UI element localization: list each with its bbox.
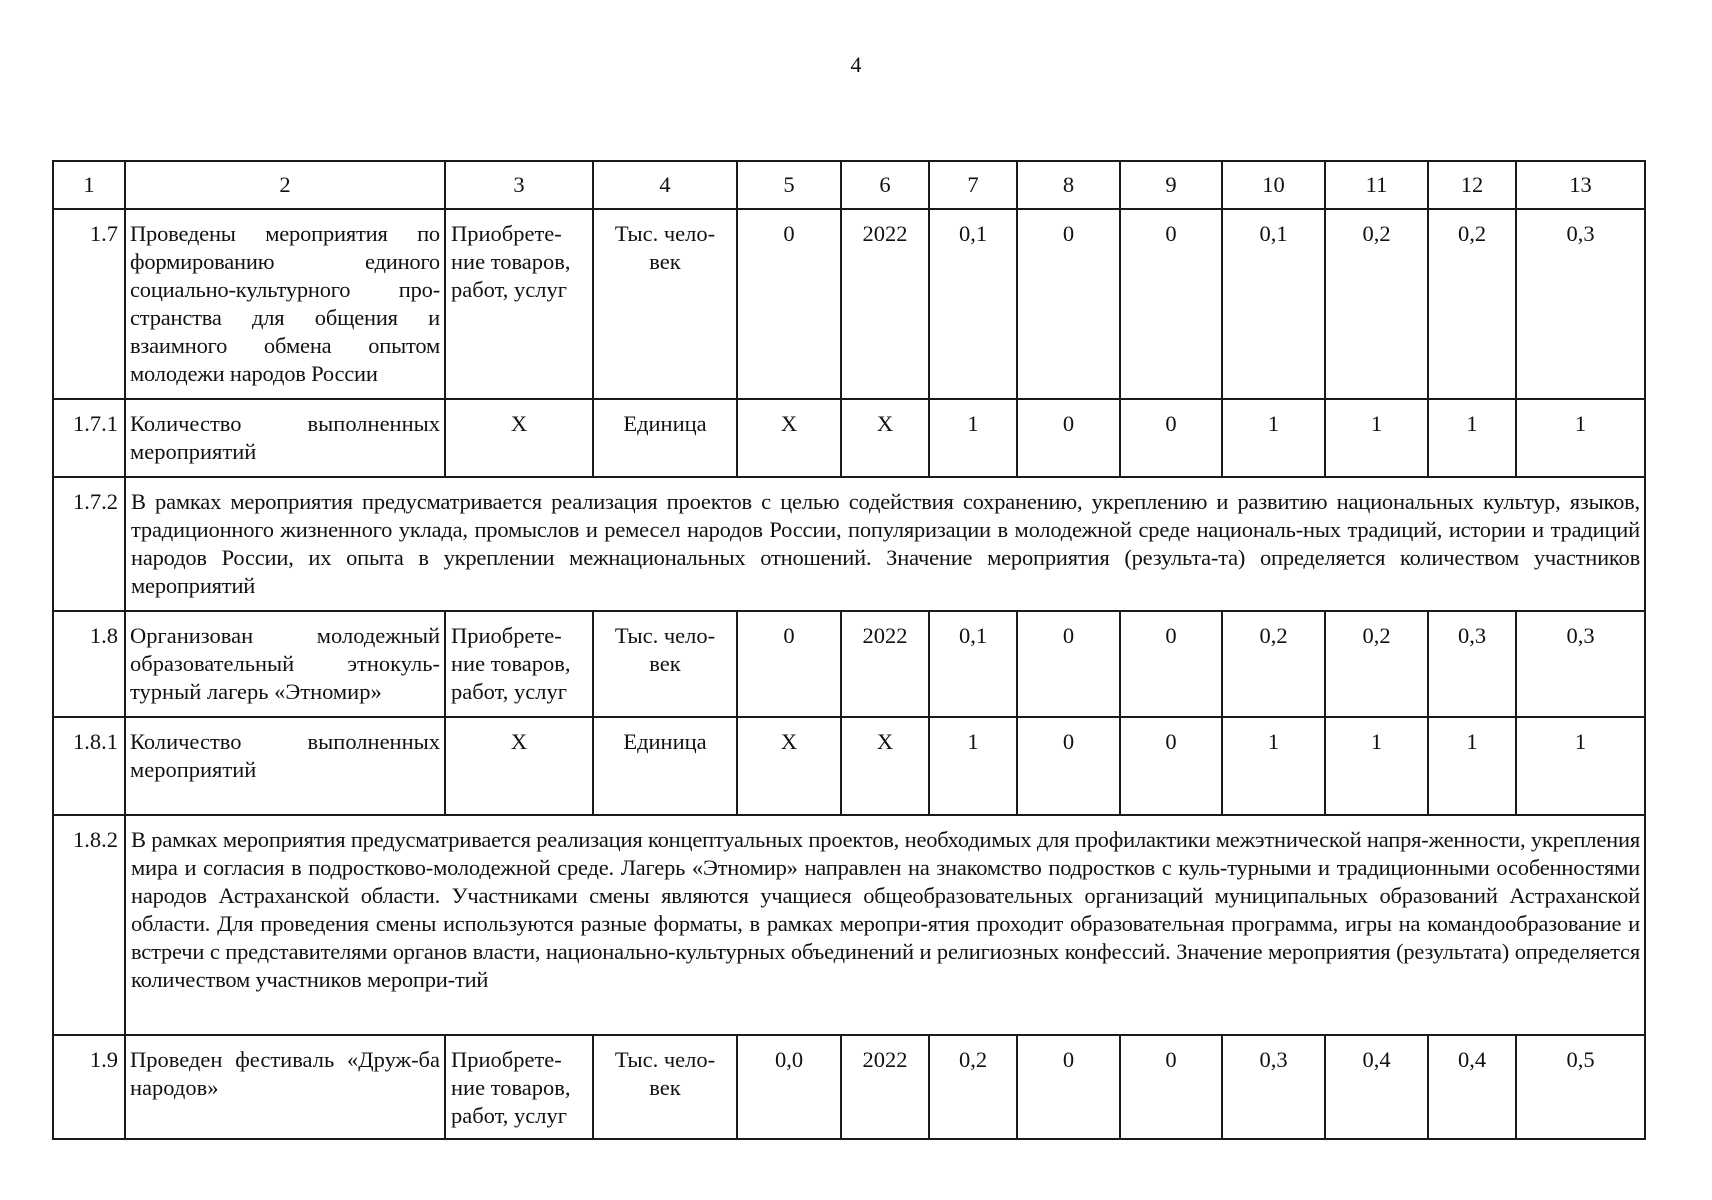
row-number: 1.7 (53, 209, 125, 399)
header-cell: 9 (1120, 161, 1222, 209)
row-base-value: 0 (737, 611, 841, 717)
row-type: Приобрете-ние товаров, работ, услуг (445, 1035, 593, 1139)
row-value-7: 0,1 (929, 209, 1017, 399)
table-row-1-9 (53, 1035, 1645, 1139)
row-description: В рамках мероприятия предусматривается реализация проектов с целью содействия сохранению, укреплению и развитию национальных культур, языков, традиционного жизненного уклада, промыслов и ремесел народов России, популяризации в молодежной среде националь-ных традиций, истории и традиций народов России, их опыта в укреплении межнациональных отношений. Значение мероприятия (результа-та) определяется количеством участников мероприятий (125, 477, 1645, 611)
header-cell: 11 (1325, 161, 1428, 209)
row-value-12: 0,3 (1428, 611, 1516, 717)
table-row-1-7 (53, 209, 1645, 399)
row-base-year: 2022 (841, 1035, 929, 1139)
row-value-13: 0,3 (1516, 209, 1645, 399)
row-unit: Тыс. чело-век (593, 209, 737, 399)
row-value-13: 1 (1516, 399, 1645, 477)
row-value-8: 0 (1017, 399, 1120, 477)
row-base-year: 2022 (841, 209, 929, 399)
row-base-value: X (737, 717, 841, 815)
row-base-value: 0,0 (737, 1035, 841, 1139)
row-value-12: 0,4 (1428, 1035, 1516, 1139)
header-cell: 7 (929, 161, 1017, 209)
row-number: 1.8.2 (53, 815, 125, 1035)
row-type: X (445, 717, 593, 815)
header-cell: 10 (1222, 161, 1325, 209)
row-value-8: 0 (1017, 717, 1120, 815)
row-value-7: 1 (929, 399, 1017, 477)
table-row-1-7-2 (53, 477, 1645, 611)
header-cell: 12 (1428, 161, 1516, 209)
row-value-9: 0 (1120, 717, 1222, 815)
row-number: 1.9 (53, 1035, 125, 1139)
row-base-value: 0 (737, 209, 841, 399)
header-cell: 3 (445, 161, 593, 209)
row-value-12: 1 (1428, 717, 1516, 815)
row-base-year: X (841, 399, 929, 477)
table-row-1-7-1 (53, 399, 1645, 477)
table-row-1-8-2 (53, 815, 1645, 1035)
row-value-10: 1 (1222, 399, 1325, 477)
row-value-9: 0 (1120, 1035, 1222, 1139)
row-unit: Единица (593, 717, 737, 815)
row-value-12: 0,2 (1428, 209, 1516, 399)
row-base-year: 2022 (841, 611, 929, 717)
row-value-11: 1 (1325, 399, 1428, 477)
row-value-13: 0,3 (1516, 611, 1645, 717)
row-value-10: 1 (1222, 717, 1325, 815)
header-cell: 2 (125, 161, 445, 209)
row-type: Приобрете-ние товаров, работ, услуг (445, 611, 593, 717)
row-value-9: 0 (1120, 209, 1222, 399)
row-value-8: 0 (1017, 611, 1120, 717)
row-type: Приобрете-ние товаров, работ, услуг (445, 209, 593, 399)
row-value-8: 0 (1017, 209, 1120, 399)
row-value-11: 0,2 (1325, 611, 1428, 717)
table-row-1-8 (53, 611, 1645, 717)
row-unit: Тыс. чело-век (593, 1035, 737, 1139)
header-cell: 13 (1516, 161, 1645, 209)
header-cell: 6 (841, 161, 929, 209)
row-value-7: 0,2 (929, 1035, 1017, 1139)
row-unit: Тыс. чело-век (593, 611, 737, 717)
row-name: Проведен фестиваль «Друж-ба народов» (125, 1035, 445, 1139)
row-value-13: 0,5 (1516, 1035, 1645, 1139)
row-base-value: X (737, 399, 841, 477)
row-value-10: 0,1 (1222, 209, 1325, 399)
row-name: Проведены мероприятия по формированию единого социально-культурного про-странства для общения и взаимного обмена опытом молодежи народов России (125, 209, 445, 399)
row-value-13: 1 (1516, 717, 1645, 815)
row-name: Количество выполненных мероприятий (125, 399, 445, 477)
row-unit: Единица (593, 399, 737, 477)
row-value-7: 0,1 (929, 611, 1017, 717)
header-cell: 4 (593, 161, 737, 209)
indicators-table (52, 160, 1646, 1140)
row-value-9: 0 (1120, 399, 1222, 477)
row-type: X (445, 399, 593, 477)
row-name: Организован молодежный образовательный этнокуль-турный лагерь «Этномир» (125, 611, 445, 717)
header-cell: 8 (1017, 161, 1120, 209)
header-cell: 1 (53, 161, 125, 209)
row-name: Количество выполненных мероприятий (125, 717, 445, 815)
row-value-7: 1 (929, 717, 1017, 815)
row-description: В рамках мероприятия предусматривается реализация концептуальных проектов, необходимых для профилактики межэтнической напря-женности, укрепления мира и согласия в подростково-молодежной среде. Лагерь «Этномир» направлен на знакомство подростков с куль-турными и традиционными особенностями народов Астраханской области. Участниками смены являются учащиеся общеобразовательных организаций муниципальных образований Астраханской области. Для проведения смены используются разные форматы, в рамках меропри-ятия проходит образовательная программа, игры на командообразование и встречи с представителями органов власти, национально-культурных объединений и религиозных конфессий. Значение мероприятия (результата) определяется количеством участников меропри-тий (125, 815, 1645, 1035)
row-value-9: 0 (1120, 611, 1222, 717)
row-number: 1.8.1 (53, 717, 125, 815)
row-value-12: 1 (1428, 399, 1516, 477)
row-value-11: 1 (1325, 717, 1428, 815)
row-number: 1.7.2 (53, 477, 125, 611)
row-value-11: 0,2 (1325, 209, 1428, 399)
row-base-year: X (841, 717, 929, 815)
table-row-1-8-1 (53, 717, 1645, 815)
table-header-row (53, 161, 1645, 209)
row-number: 1.8 (53, 611, 125, 717)
row-value-10: 0,3 (1222, 1035, 1325, 1139)
row-number: 1.7.1 (53, 399, 125, 477)
row-value-8: 0 (1017, 1035, 1120, 1139)
row-value-10: 0,2 (1222, 611, 1325, 717)
header-cell: 5 (737, 161, 841, 209)
row-value-11: 0,4 (1325, 1035, 1428, 1139)
page-number: 4 (850, 52, 862, 77)
